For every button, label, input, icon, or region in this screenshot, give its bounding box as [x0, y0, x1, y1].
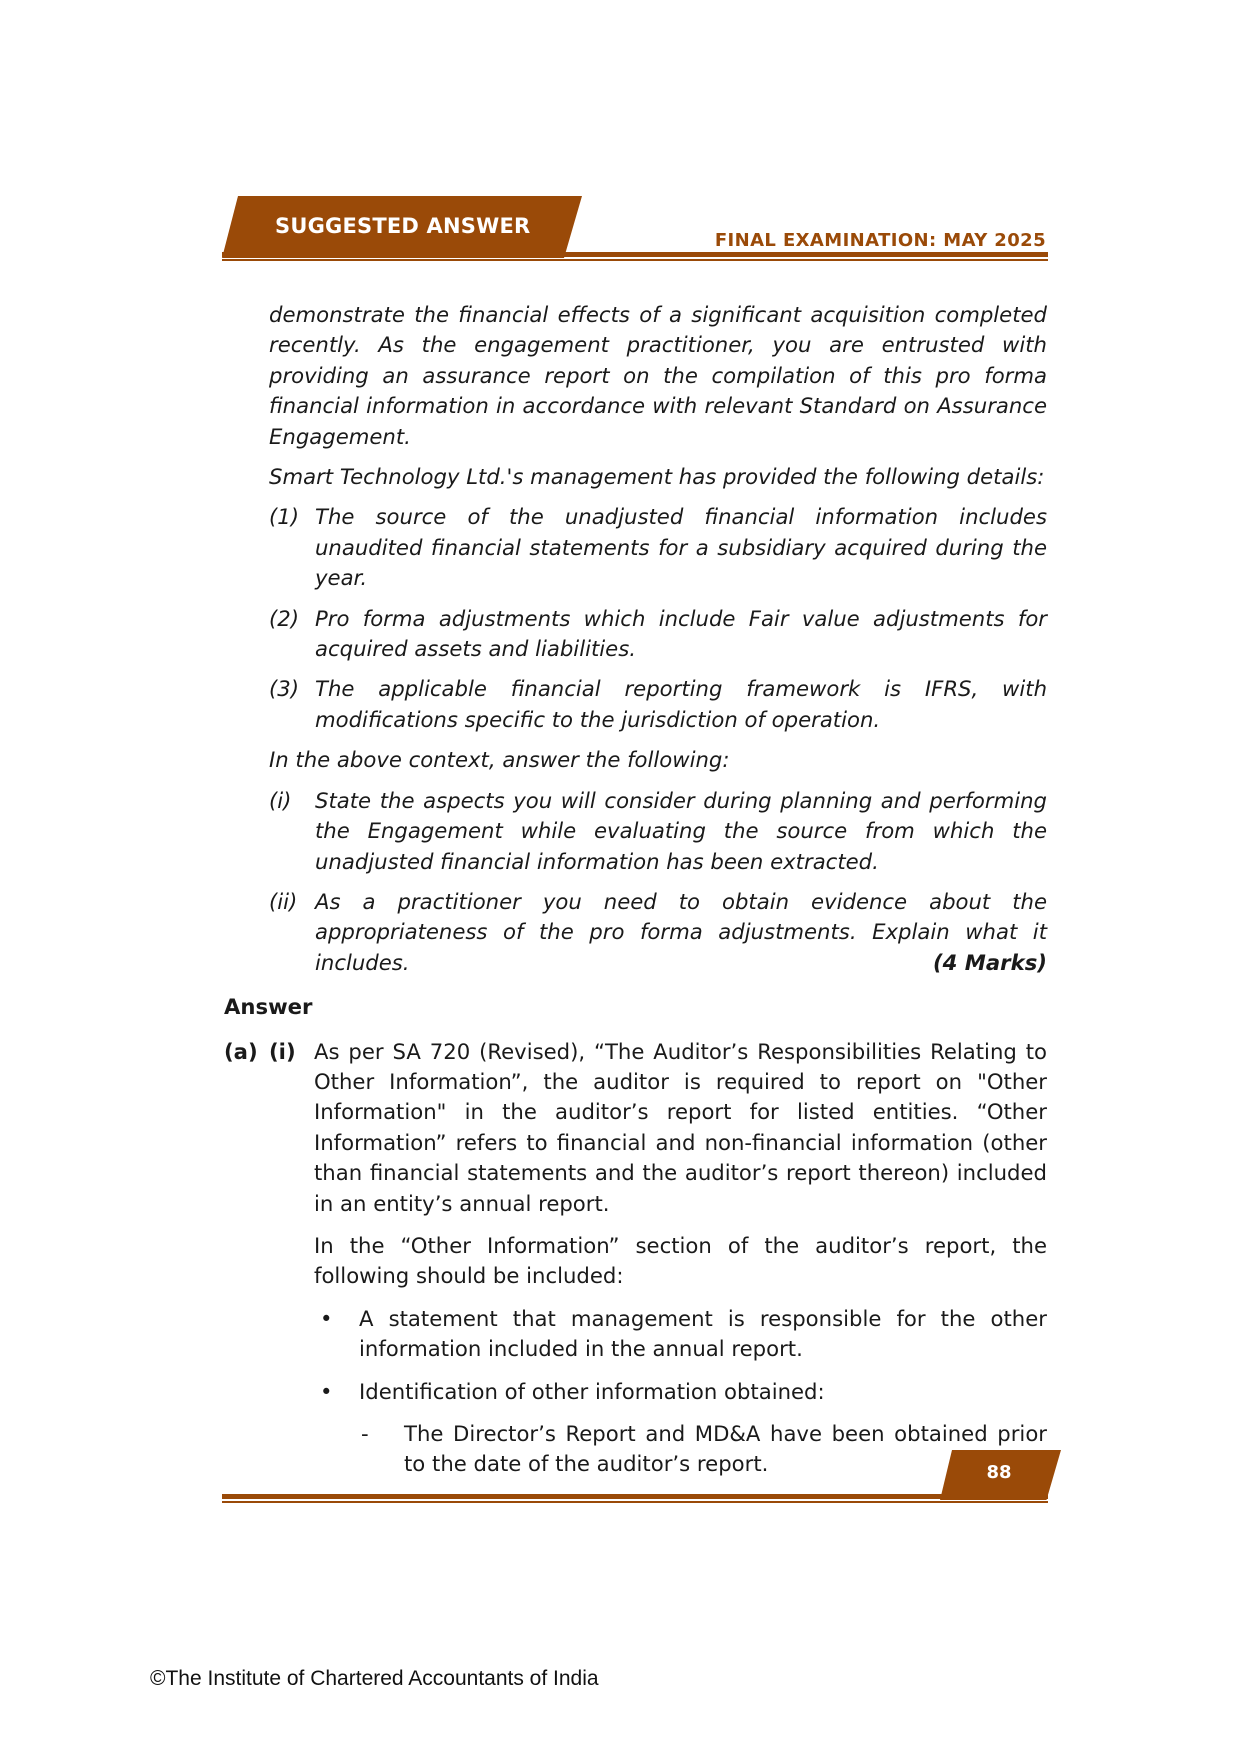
- exam-title: FINAL EXAMINATION: MAY 2025: [714, 230, 1046, 251]
- header-rule-thick: [222, 252, 1048, 257]
- sub-question-number: (ii): [269, 888, 298, 914]
- bullet-item: [314, 1377, 1047, 1407]
- sub-question-text: [315, 887, 1047, 978]
- sub-question-number: (i): [269, 787, 292, 813]
- answer-section: [224, 1037, 1047, 1480]
- answer-part-label: (a): [224, 1038, 258, 1064]
- page-number: 88: [986, 1462, 1012, 1483]
- footer-rule-thick: [222, 1494, 1048, 1499]
- sub-question-body: As a practitioner you need to obtain evidence about the appropriateness of the pro forma adjustments. Explain what it includes.: [315, 888, 1047, 975]
- detail-text: The source of the unadjusted financial information includes unaudited financial statements for a subsidiary acquired during the year.: [315, 504, 1047, 591]
- copyright-notice: ©The Institute of Chartered Accountants of India: [150, 1667, 599, 1690]
- dash-text: The Director’s Report and MD&A have been obtained prior to the date of the auditor’s report.: [404, 1421, 1047, 1477]
- sub-question: [269, 786, 1047, 877]
- bullet-text: A statement that management is responsible for the other information included in the annual report.: [359, 1305, 1047, 1362]
- bullet-item: [314, 1304, 1047, 1365]
- bullet-text: Identification of other information obtained:: [359, 1378, 825, 1404]
- page-content: [224, 300, 1047, 1480]
- detail-number: (1): [269, 504, 300, 530]
- footer-rule-thin: [222, 1501, 1048, 1503]
- detail-text: The applicable financial reporting framework is IFRS, with modifications specific to the jurisdiction of operation.: [315, 676, 1047, 732]
- sub-question-text: State the aspects you will consider during planning and performing the Engagement while evaluating the source from which the unadjusted financial information has been extracted.: [315, 787, 1047, 874]
- sub-question: [269, 887, 1047, 978]
- marks-label: (4 Marks): [932, 949, 1047, 975]
- detail-item: [269, 502, 1047, 593]
- header-tab-label: SUGGESTED ANSWER: [275, 214, 531, 238]
- detail-text: Pro forma adjustments which include Fair value adjustments for acquired assets and liabilities.: [315, 605, 1047, 662]
- dash-icon: -: [361, 1421, 369, 1446]
- details-lead: Smart Technology Ltd.'s management has provided the following details:: [269, 464, 1045, 490]
- answer-sub-label: (i): [269, 1038, 296, 1064]
- detail-number: (2): [269, 605, 300, 631]
- header-rule-thin: [222, 259, 1048, 261]
- answer-paragraph-1: As per SA 720 (Revised), “The Auditor’s Responsibilities Relating to Other Information”, the auditor is required to report on "Other Information" in the auditor’s report for listed entities. “Other Information” refers to financial and non-financial information (other than financial statements and the auditor’s report thereon) included in an entity’s annual report.: [314, 1038, 1047, 1216]
- answer-paragraph-2: In the “Other Information” section of the auditor’s report, the following should be included:: [314, 1232, 1047, 1289]
- bullet-icon: •: [320, 1378, 333, 1404]
- context-lead: In the above context, answer the following:: [269, 747, 730, 773]
- detail-item: [269, 604, 1047, 665]
- detail-item: [269, 674, 1047, 735]
- question-intro: demonstrate the financial effects of a significant acquisition completed recently. As the engagement practitioner, you are entrusted with providing an assurance report on the compilation of this pro forma financial information in accordance with relevant Standard on Assurance Engagement.: [269, 302, 1047, 449]
- bullet-icon: •: [320, 1305, 333, 1331]
- answer-body: [314, 1037, 1047, 1480]
- detail-number: (3): [269, 676, 300, 702]
- answer-heading: Answer: [224, 994, 313, 1020]
